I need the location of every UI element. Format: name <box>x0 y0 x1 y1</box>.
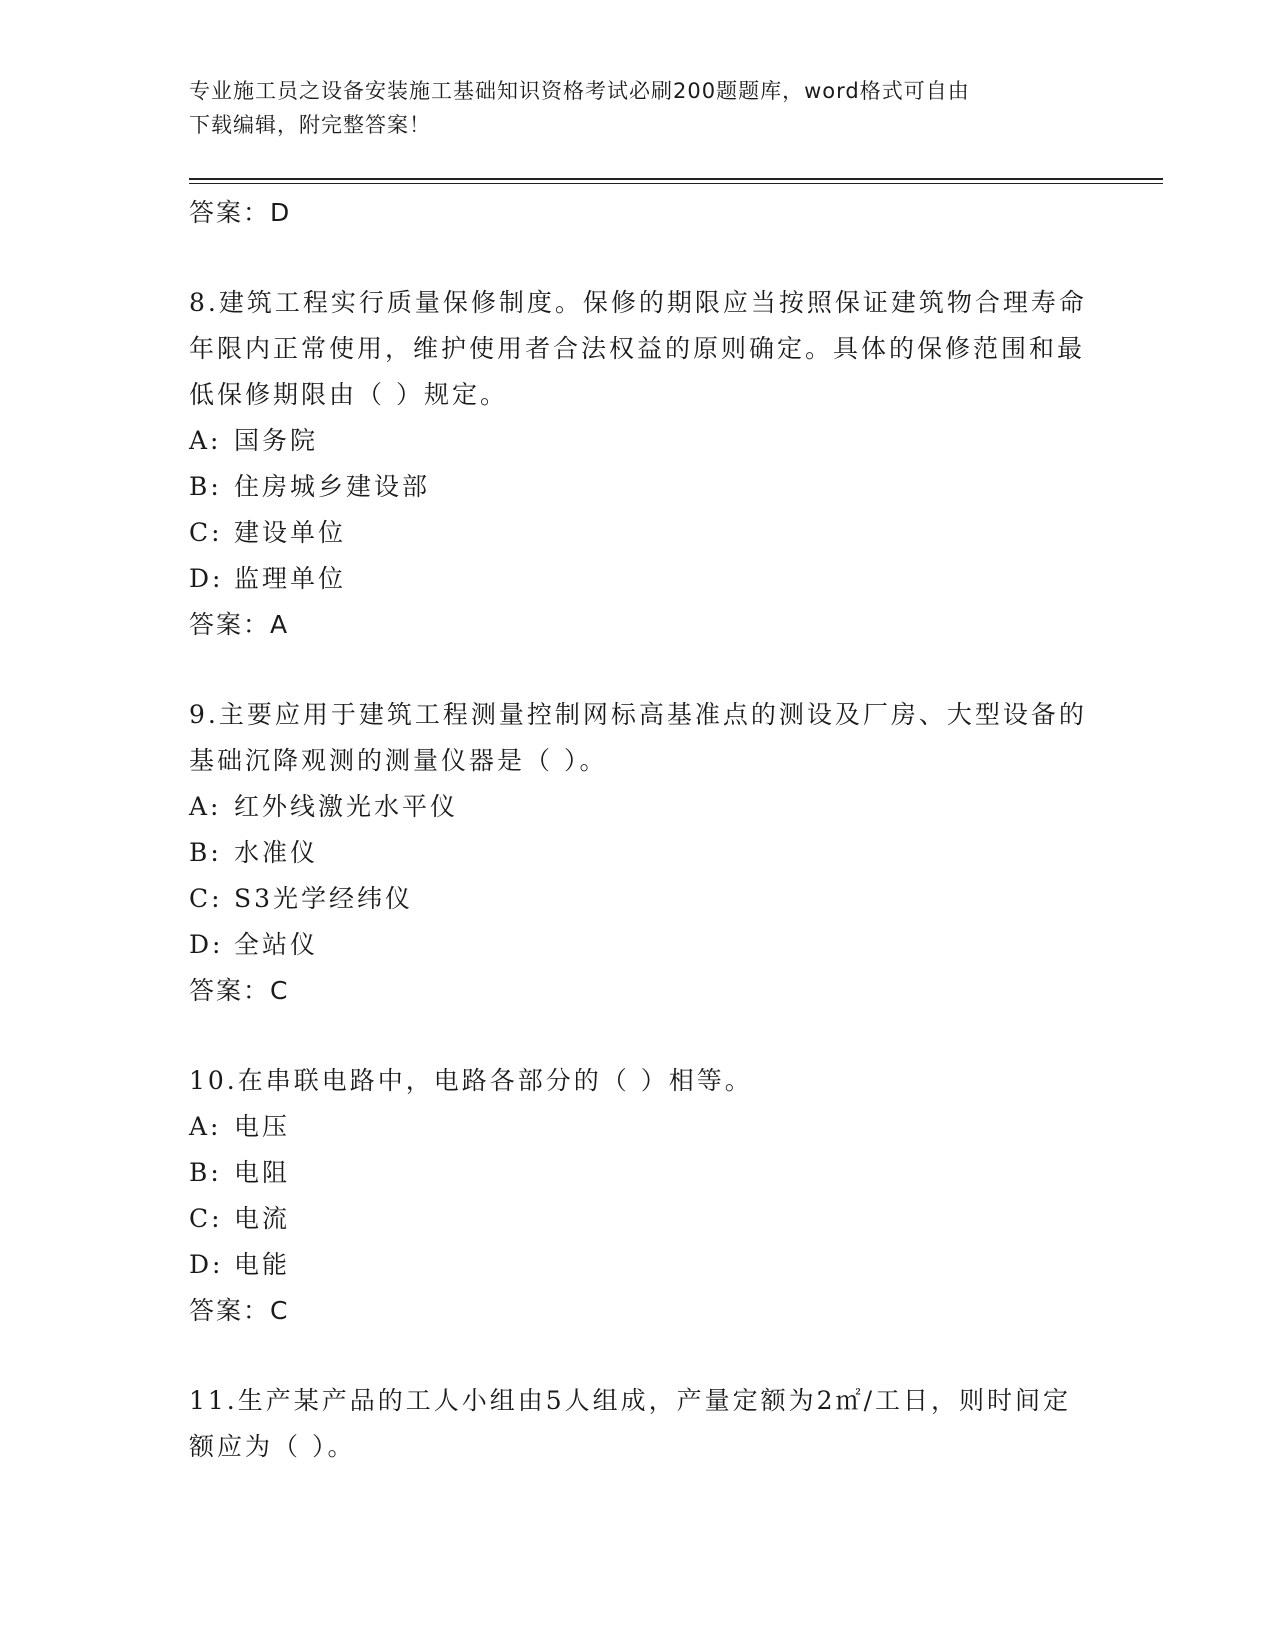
option-d: D: 电能 <box>189 1250 291 1279</box>
header-line-2: 下载编辑，附完整答案！ <box>189 113 431 137</box>
option-a: A: 电压 <box>189 1112 291 1141</box>
option-d: D: 全站仪 <box>189 930 319 959</box>
answer: 答案：C <box>189 976 290 1005</box>
question-11 <box>189 1378 1089 1470</box>
question-text: 8.建筑工程实行质量保修制度。保修的期限应当按照保证建筑物合理寿命年限内正常使用，维护使用者合法权益的原则确定。具体的保修范围和最低保修期限由（ ）规定。 <box>189 288 1087 409</box>
header-line-1: 专业施工员之设备安装施工基础知识资格考试必刷200题题库，word格式可自由 <box>189 79 970 103</box>
answer: 答案：A <box>189 610 290 639</box>
option-b: B: 电阻 <box>189 1158 291 1187</box>
question-9 <box>189 692 1089 1014</box>
question-list <box>189 190 1089 1470</box>
question-text: 10.在串联电路中，电路各部分的（ ）相等。 <box>189 1066 753 1095</box>
question-text: 9.主要应用于建筑工程测量控制网标高基准点的测设及厂房、大型设备的基础沉降观测的测量仪器是（ ）。 <box>189 700 1087 775</box>
option-d: D: 监理单位 <box>189 564 347 593</box>
option-a: A: 国务院 <box>189 426 319 455</box>
answer: 答案：C <box>189 1296 290 1325</box>
option-c: C: 建设单位 <box>189 518 347 547</box>
option-c: C: 电流 <box>189 1204 291 1233</box>
option-b: B: 水准仪 <box>189 838 319 867</box>
previous-answer: 答案：D <box>189 198 292 227</box>
option-c: C: S3光学经纬仪 <box>189 884 414 913</box>
option-b: B: 住房城乡建设部 <box>189 472 431 501</box>
question-text: 11.生产某产品的工人小组由5人组成，产量定额为2㎡/工日，则时间定额应为（ ）。 <box>189 1386 1071 1461</box>
header-rule-thin <box>189 183 1163 184</box>
question-8 <box>189 280 1089 648</box>
question-10 <box>189 1058 1089 1334</box>
header-rule <box>189 178 1163 180</box>
option-a: A: 红外线激光水平仪 <box>189 792 459 821</box>
document-header <box>189 74 1089 142</box>
